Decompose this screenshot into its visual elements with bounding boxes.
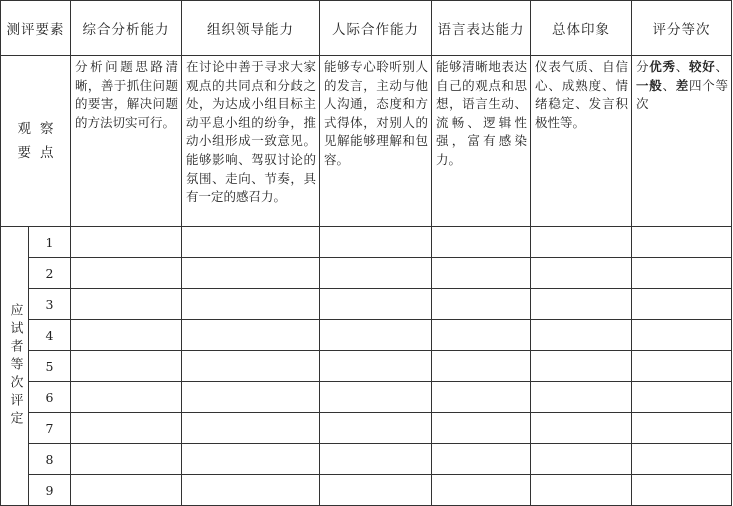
header-language: 语言表达能力 [432, 1, 531, 56]
observation-label: 观察 要点 [1, 56, 71, 227]
observation-grading: 分优秀、较好、一般、差四个等次 [632, 56, 732, 227]
input-cell[interactable] [432, 413, 531, 444]
input-cell[interactable] [320, 444, 432, 475]
header-grading: 评分等次 [632, 1, 732, 56]
input-cell[interactable] [71, 413, 182, 444]
input-cell[interactable] [71, 475, 182, 506]
header-analysis: 综合分析能力 [71, 1, 182, 56]
input-cell[interactable] [632, 413, 732, 444]
row-number: 1 [29, 227, 71, 258]
input-cell[interactable] [432, 227, 531, 258]
table-row [1, 413, 732, 444]
input-cell[interactable] [632, 227, 732, 258]
input-cell[interactable] [632, 351, 732, 382]
input-cell[interactable] [320, 258, 432, 289]
input-cell[interactable] [632, 258, 732, 289]
input-cell[interactable] [320, 382, 432, 413]
input-cell[interactable] [632, 475, 732, 506]
header-row [1, 1, 732, 56]
row-number: 3 [29, 289, 71, 320]
table-row [1, 227, 732, 258]
input-cell[interactable] [432, 444, 531, 475]
table-row [1, 289, 732, 320]
input-cell[interactable] [632, 320, 732, 351]
observation-interpersonal: 能够专心聆听别人的发言，主动与他人沟通，态度和方式得体，对别人的见解能够理解和包容。 [320, 56, 432, 227]
header-impression: 总体印象 [531, 1, 632, 56]
row-number: 5 [29, 351, 71, 382]
input-cell[interactable] [71, 289, 182, 320]
input-cell[interactable] [632, 444, 732, 475]
row-number: 8 [29, 444, 71, 475]
observation-analysis: 分析问题思路清晰，善于抓住问题的要害，解决问题的方法切实可行。 [71, 56, 182, 227]
input-cell[interactable] [182, 289, 320, 320]
input-cell[interactable] [182, 475, 320, 506]
input-cell[interactable] [71, 320, 182, 351]
input-cell[interactable] [182, 351, 320, 382]
input-cell[interactable] [432, 289, 531, 320]
candidate-rating-label: 应试者等次评定 [1, 227, 29, 506]
input-cell[interactable] [531, 227, 632, 258]
input-cell[interactable] [632, 289, 732, 320]
input-cell[interactable] [432, 382, 531, 413]
table-row [1, 475, 732, 506]
observation-language: 能够清晰地表达自己的观点和思想，语言生动、流畅、逻辑性强，富有感染力。 [432, 56, 531, 227]
input-cell[interactable] [432, 258, 531, 289]
input-cell[interactable] [71, 382, 182, 413]
input-cell[interactable] [432, 351, 531, 382]
input-cell[interactable] [531, 258, 632, 289]
input-cell[interactable] [632, 382, 732, 413]
input-cell[interactable] [531, 320, 632, 351]
table-row [1, 320, 732, 351]
header-interpersonal: 人际合作能力 [320, 1, 432, 56]
input-cell[interactable] [71, 227, 182, 258]
input-cell[interactable] [182, 320, 320, 351]
input-cell[interactable] [71, 444, 182, 475]
input-cell[interactable] [182, 227, 320, 258]
input-cell[interactable] [182, 258, 320, 289]
row-number: 4 [29, 320, 71, 351]
input-cell[interactable] [182, 382, 320, 413]
input-cell[interactable] [71, 258, 182, 289]
input-cell[interactable] [320, 289, 432, 320]
input-cell[interactable] [531, 351, 632, 382]
table-row [1, 258, 732, 289]
input-cell[interactable] [531, 289, 632, 320]
input-cell[interactable] [182, 444, 320, 475]
input-cell[interactable] [432, 320, 531, 351]
input-cell[interactable] [531, 413, 632, 444]
input-cell[interactable] [320, 227, 432, 258]
input-cell[interactable] [71, 351, 182, 382]
input-cell[interactable] [531, 475, 632, 506]
observation-row [1, 56, 732, 227]
row-number: 9 [29, 475, 71, 506]
observation-leadership: 在讨论中善于寻求大家观点的共同点和分歧之处，为达成小组目标主动平息小组的纷争，推动小组形成一致意见。能够影响、驾驭讨论的氛围、走向、节奏，具有一定的感召力。 [182, 56, 320, 227]
header-leadership: 组织领导能力 [182, 1, 320, 56]
table-row [1, 382, 732, 413]
header-criteria: 测评要素 [1, 1, 71, 56]
row-number: 6 [29, 382, 71, 413]
input-cell[interactable] [531, 382, 632, 413]
input-cell[interactable] [320, 413, 432, 444]
observation-impression: 仪表气质、自信心、成熟度、情绪稳定、发言积极性等。 [531, 56, 632, 227]
input-cell[interactable] [320, 351, 432, 382]
input-cell[interactable] [432, 475, 531, 506]
input-cell[interactable] [531, 444, 632, 475]
input-cell[interactable] [320, 320, 432, 351]
input-cell[interactable] [320, 475, 432, 506]
row-number: 2 [29, 258, 71, 289]
table-row [1, 351, 732, 382]
row-number: 7 [29, 413, 71, 444]
input-cell[interactable] [182, 413, 320, 444]
table-row [1, 444, 732, 475]
